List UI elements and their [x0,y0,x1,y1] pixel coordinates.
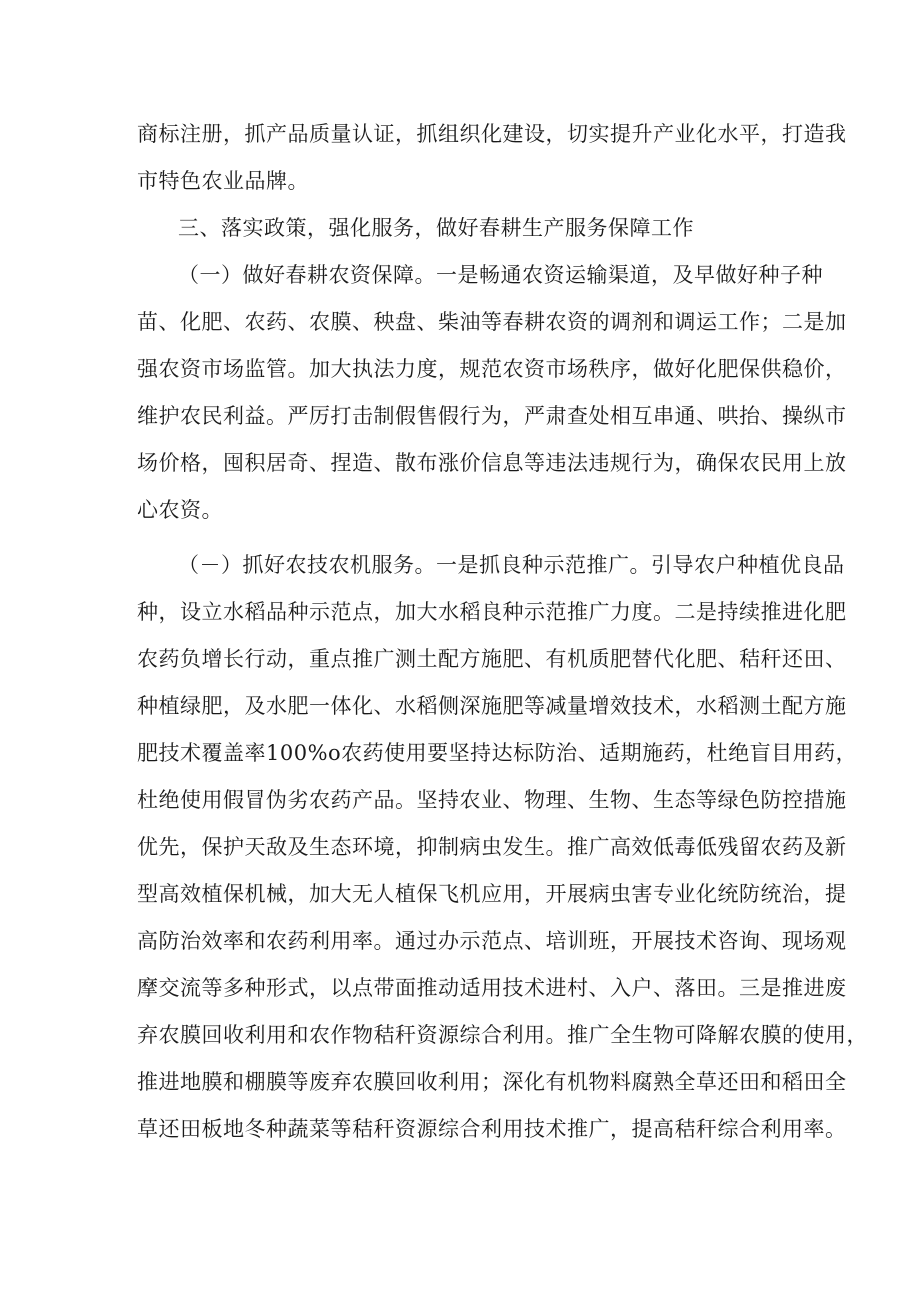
text-line: 推进地膜和棚膜等废弃农膜回收利用；深化有机物料腐熟全草还田和稻田全 [137,1070,847,1094]
text-line: 商标注册，抓产品质量认证，抓组织化建设，切实提升产业化水平，打造我 [137,122,847,146]
section-heading: 三、落实政策，强化服务，做好春耕生产服务保障工作 [178,216,694,240]
text-line: 优先，保护天敌及生态环境，抑制病虫发生。推广高效低毒低残留农药及新 [137,835,847,859]
text-line: 心农资。 [137,498,223,522]
text-line: 型高效植保机械，加大无人植保飞机应用，开展病虫害专业化统防统治，提 [137,882,847,906]
text-line: 弃农膜回收利用和农作物秸秆资源综合利用。推广全生物可降解农膜的使用， [137,1023,868,1047]
text-line: 苗、化肥、农药、农膜、秧盘、柴油等春耕农资的调剂和调运工作；二是加 [137,310,847,334]
text-line: 摩交流等多种形式，以点带面推动适用技术进村、入户、落田。三是推进废 [137,976,847,1000]
text-line: 种植绿肥，及水肥一体化、水稻侧深施肥等减量增效技术，水稻测土配方施 [137,694,847,718]
text-line: 维护农民利益。严厉打击制假售假行为，严肃查处相互串通、哄抬、操纵市 [137,404,847,428]
text-line: 杜绝使用假冒伪劣农药产品。坚持农业、物理、生物、生态等绿色防控措施 [137,788,847,812]
text-line: 强农资市场监管。加大执法力度，规范农资市场秩序，做好化肥保供稳价， [137,357,847,381]
text-line: 市特色农业品牌。 [137,169,309,193]
text-line: 农药负增长行动，重点推广测土配方施肥、有机质肥替代化肥、秸秆还田、 [137,647,847,671]
text-line: （一）做好春耕农资保障。一是畅通农资运输渠道，及早做好种子种 [178,263,823,287]
text-line: 高防治效率和农药利用率。通过办示范点、培训班，开展技术咨询、现场观 [137,929,847,953]
text-line: 草还田板地冬种蔬菜等秸秆资源综合利用技术推广，提高秸秆综合利用率。 [137,1117,847,1141]
text-line: 肥技术覆盖率100%o农药使用要坚持达标防治、适期施药，杜绝盲目用药， [137,741,858,765]
text-line: （－）抓好农技农机服务。一是抓良种示范推广。引导农户种植优良品 [178,553,845,577]
text-line: 种，设立水稻品种示范点，加大水稻良种示范推广力度。二是持续推进化肥 [137,600,847,624]
text-line: 场价格，囤积居奇、捏造、散布涨价信息等违法违规行为，确保农民用上放 [137,451,847,475]
